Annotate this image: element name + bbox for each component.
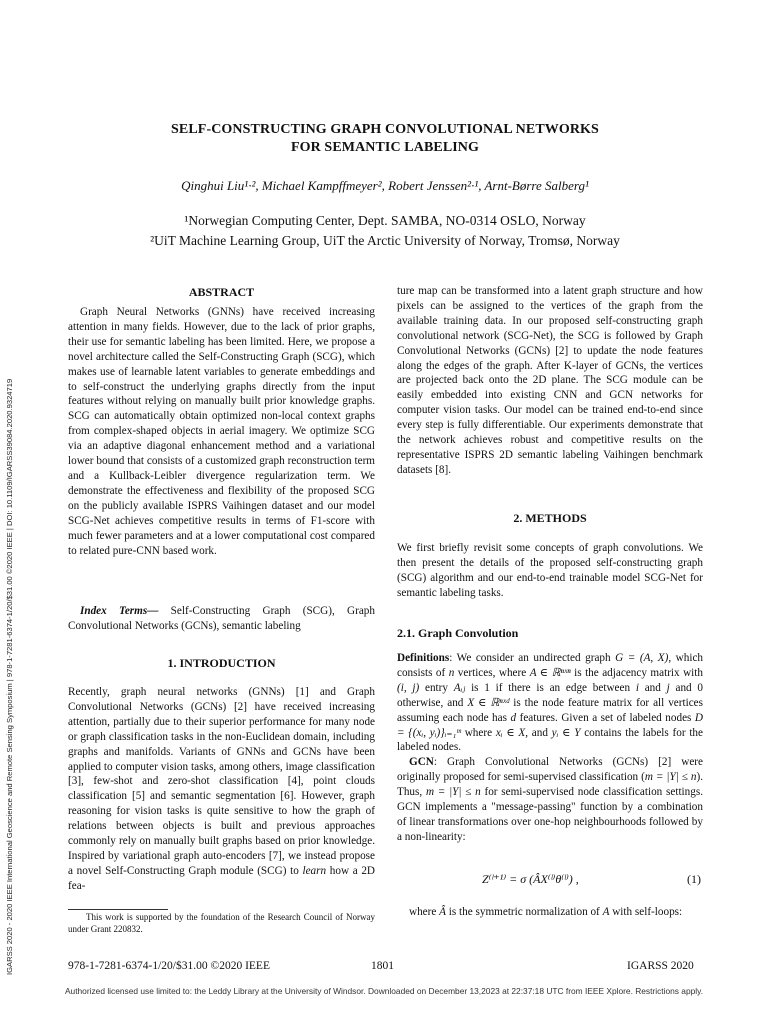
definitions-paragraph bbox=[397, 651, 703, 845]
def-text: is the node feature matrix for all vertices assuming each node has bbox=[397, 696, 703, 724]
footnote-text: This work is supported by the foundation of the Research Council of Norway under Grant 220832. bbox=[68, 912, 375, 934]
footer-page-number: 1801 bbox=[371, 960, 394, 972]
math-aij: Aᵢⱼ bbox=[453, 681, 466, 694]
footnote bbox=[68, 911, 375, 935]
methods-heading: 2. METHODS bbox=[513, 511, 587, 525]
math-xi: xᵢ ∈ X bbox=[495, 726, 526, 739]
def-text: vertices, where bbox=[454, 666, 530, 679]
author-list: Qinghui Liu¹·², Michael Kampffmeyer², Robert Jenssen²·¹, Arnt-Børre Salberg¹ bbox=[181, 178, 589, 193]
affiliation-1: ¹Norwegian Computing Center, Dept. SAMBA, NO-0314 OSLO, Norway bbox=[184, 213, 586, 228]
def-text: contains the labels for the labeled nodes. bbox=[397, 726, 703, 754]
math-m-bound: m = |Y| ≤ n bbox=[425, 786, 481, 799]
index-terms-text: Self-Constructing Graph (SCG), Graph Convolutional Networks (GCNs), semantic labeling bbox=[68, 605, 375, 632]
math-adjacency: A ∈ ℝⁿˣⁿ bbox=[529, 666, 571, 679]
math-i: i bbox=[635, 681, 639, 694]
def-text: , which consists of bbox=[397, 652, 704, 679]
def-text: where bbox=[460, 726, 496, 739]
def-text: and 0 otherwise, and bbox=[397, 681, 704, 709]
def-text: is the adjacency matrix with bbox=[570, 666, 703, 679]
def-text: entry bbox=[419, 681, 454, 694]
equation-number: (1) bbox=[687, 872, 701, 886]
title-line-2: FOR SEMANTIC LABELING bbox=[290, 140, 480, 155]
math-a-hat: Â bbox=[439, 906, 446, 918]
after-equation bbox=[397, 905, 703, 920]
side-doi-strip: IGARSS 2020 - 2020 IEEE International Geoscience and Remote Sensing Symposium | 978-1-7281-6374-1/20/$31.00 ©2020 IEEE | DOI: 10.1109/IGARSS39084.2020.9324719 bbox=[5, 378, 14, 975]
after-text: where bbox=[409, 906, 440, 918]
methods-text: We first briefly revisit some concepts of graph convolutions. We then present the details of the proposed self-constructing graph (SCG) algorithm and our end-to-end trainable model SCG-Net for semantic labeling tasks. bbox=[397, 542, 703, 599]
index-terms bbox=[68, 604, 375, 634]
license-notice: Authorized licensed use limited to: the Leddy Library at the University of Windsor. Downloaded on December 13,2023 at 22:37:18 UTC from IEEE Xplore. Restrictions apply. bbox=[64, 986, 704, 996]
graph-conv-heading: 2.1. Graph Convolution bbox=[397, 626, 519, 640]
abstract-heading: ABSTRACT bbox=[188, 285, 255, 299]
paper-title bbox=[100, 121, 670, 157]
equation-body: Z⁽ˡ⁺¹⁾ = σ (ÂX⁽ˡ⁾θ⁽ˡ⁾) , bbox=[482, 872, 579, 886]
methods-body bbox=[397, 541, 703, 601]
def-text: is 1 if there is an edge between bbox=[465, 681, 636, 694]
math-a: A bbox=[602, 906, 610, 918]
def-text: , and bbox=[525, 726, 552, 739]
math-n: n bbox=[448, 666, 455, 679]
gcn-text: ). Thus, bbox=[397, 771, 703, 799]
math-graph: G = (A, X) bbox=[615, 652, 669, 664]
index-terms-label: Index Terms— bbox=[80, 605, 159, 617]
math-d: d bbox=[510, 711, 517, 724]
math-labeled-set: D = {(xᵢ, yᵢ)}ᵢ₌₁ᵐ bbox=[397, 711, 703, 739]
affiliation-2: ²UiT Machine Learning Group, UiT the Arctic University of Norway, Tromsø, Norway bbox=[150, 233, 620, 248]
intro-continued bbox=[397, 284, 703, 478]
intro-continued-text: ture map can be transformed into a latent graph structure and how pixels can be assigned to the vertices of the graph from the available training data. In our proposed self-constructing graph convolutional network (SCG-Net), the SCG is followed by Graph Convolutional Networks (GCNs) [2] to update the node features along the edges of the graph. After K-layer of GCNs, the vertices are projected back onto the 2D plane. The SCG module can be easily embedded into existing CNN and GCN networks for computer vision tasks. Our model can be trained end-to-end since every step is fully differentiable. Our experiments demonstrate that the network achieves robust and competitive results on the representative ISPRS 2D semantic labeling Vaihingen benchmark datasets [8]. bbox=[397, 285, 703, 476]
title-line-1: SELF-CONSTRUCTING GRAPH CONVOLUTIONAL NETWORKS bbox=[171, 122, 599, 137]
gcn-label: GCN bbox=[409, 756, 434, 769]
math-j: j bbox=[666, 681, 670, 694]
def-text: and bbox=[638, 681, 667, 694]
intro-body bbox=[68, 685, 375, 894]
intro-text-b: how a 2D fea- bbox=[68, 864, 375, 892]
definitions-label: Definitions bbox=[397, 652, 450, 664]
gcn-text: for semi-supervised node classification settings. GCN implements a "message-passing" function by a combination of linear transformations over one-hop neighbourhoods followed by a non-linearity: bbox=[397, 786, 704, 843]
math-yi: yᵢ ∈ Y bbox=[551, 726, 581, 739]
footer-conference: IGARSS 2020 bbox=[627, 960, 694, 972]
footnote-rule bbox=[68, 909, 168, 910]
abstract-text: Graph Neural Networks (GNNs) have received increasing attention in many fields. However, due to the lack of prior graphs, their use for semantic labeling has been limited. Here, we propose a novel architecture called the Self-Constructing Graph (SCG), which makes use of learnable latent variables to generate embeddings and to self-construct the underlying graphs directly from the input features without relying on manually built prior knowledge graphs. SCG can automatically obtain optimized non-local context graphs from complex-shaped objects in aerial imagery. We optimize SCG via an adaptive diagonal enhancement method and a variational lower bound that consists of a customized graph reconstruction term and a Kullback-Leibler divergence regularization term. We demonstrate the effectiveness and flexibility of the proposed SCG on the publicly available ISPRS Vaihingen dataset and our model SCG-Net achieves competitive results in terms of F1-score with much fewer parameters and at a lower computational cost compared to related pure-CNN based work. bbox=[68, 306, 375, 557]
after-text: with self-loops: bbox=[609, 906, 683, 918]
math-ij: (i, j) bbox=[397, 681, 420, 694]
def-text: features. Given a set of labeled nodes bbox=[516, 711, 695, 724]
math-feature-matrix: X ∈ ℝⁿˣᵈ bbox=[467, 696, 510, 709]
abstract-body bbox=[68, 305, 375, 558]
intro-text-emph: learn bbox=[302, 864, 327, 877]
math-m-bound: m = |Y| ≤ n bbox=[644, 771, 697, 784]
intro-text-a: Recently, graph neural networks (GNNs) [1] and Graph Convolutional Networks (GCNs) [2] have received increasing attention, partially due to their superior performance for many node or graph classification tasks in the non-Euclidean domain, including graphs and manifolds. Variants of GNNs and GCNs have been applied to computer vision tasks, among others, image classification [3], few-shot and zero-shot classification [4], point clouds classification [5] and semantic segmentation [6]. However, graph reasoning for vision tasks is quite sensitive to how the graph of relations between objects is built and previous approaches commonly rely on manually built graphs based on prior knowledge. Inspired by variational graph auto-encoders [7], we instead propose a novel Self-Constructing Graph module (SCG) to bbox=[68, 686, 375, 877]
def-text: : We consider an undirected graph bbox=[449, 652, 616, 664]
after-text: is the symmetric normalization of bbox=[445, 906, 603, 918]
footer-copyright: 978-1-7281-6374-1/20/$31.00 ©2020 IEEE bbox=[68, 960, 270, 972]
gcn-text: : Graph Convolutional Networks (GCNs) [2] were originally proposed for semi-supervised classification ( bbox=[397, 756, 703, 784]
intro-heading: 1. INTRODUCTION bbox=[167, 656, 276, 670]
